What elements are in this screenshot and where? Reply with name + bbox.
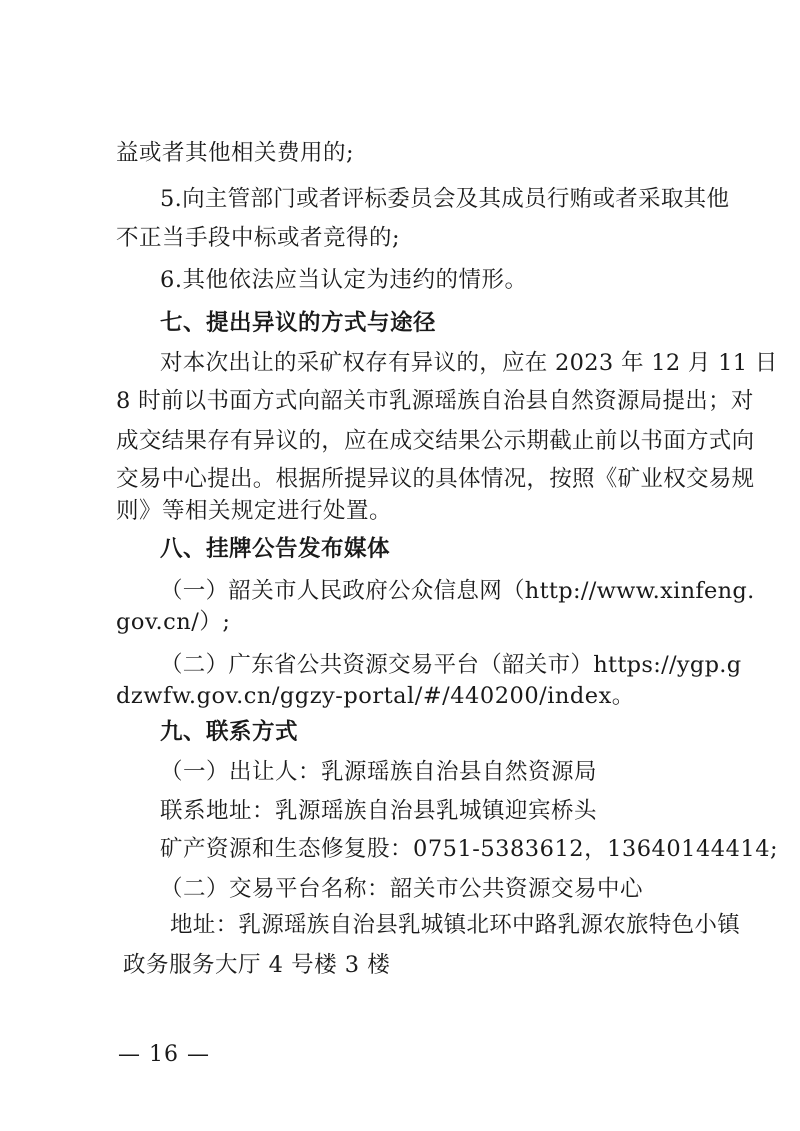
text-line-4: 6.其他依法应当认定为违约的情形。 — [160, 267, 528, 293]
text-line-22: 政务服务大厅 4 号楼 3 楼 — [123, 952, 391, 978]
page-number: — 16 — — [118, 1042, 210, 1067]
section-heading-8: 八、挂牌公告发布媒体 — [160, 536, 391, 562]
text-line-19: 矿产资源和生态修复股：0751-5383612，13640144414; — [160, 836, 779, 862]
section-heading-9: 九、联系方式 — [160, 719, 299, 745]
text-line-7: 8 时前以书面方式向韶关市乳源瑶族自治县自然资源局提出；对 — [116, 388, 754, 414]
text-line-15: dzwfw.gov.cn/ggzy-portal/#/440200/index。 — [116, 683, 635, 709]
section-heading-7: 七、提出异议的方式与途径 — [160, 310, 437, 336]
text-line-6: 对本次出让的采矿权存有异议的，应在 2023 年 12 月 11 日 — [160, 350, 778, 376]
text-line-3: 不正当手段中标或者竞得的; — [116, 225, 401, 251]
text-line-12: （一）韶关市人民政府公众信息网（http://www.xinfeng. — [160, 578, 755, 604]
text-line-14: （二）广东省公共资源交易平台（韶关市）https://ygp.g — [160, 652, 742, 678]
text-line-9: 交易中心提出。根据所提异议的具体情况，按照《矿业权交易规 — [116, 466, 755, 492]
text-line-1: 益或者其他相关费用的; — [116, 140, 355, 166]
text-line-13: gov.cn/）; — [116, 609, 231, 635]
text-line-17: （一）出让人：乳源瑶族自治县自然资源局 — [160, 759, 598, 785]
text-line-20: （二）交易平台名称：韶关市公共资源交易中心 — [160, 876, 644, 902]
text-line-10: 则》等相关规定进行处置。 — [116, 498, 393, 524]
text-line-8: 成交结果存有异议的，应在成交结果公示期截止前以书面方式向 — [116, 428, 755, 454]
text-line-18: 联系地址：乳源瑶族自治县乳城镇迎宾桥头 — [160, 798, 598, 824]
text-line-2: 5.向主管部门或者评标委员会及其成员行贿或者采取其他 — [160, 186, 730, 212]
text-line-21: 地址：乳源瑶族自治县乳城镇北环中路乳源农旅特色小镇 — [170, 912, 741, 938]
